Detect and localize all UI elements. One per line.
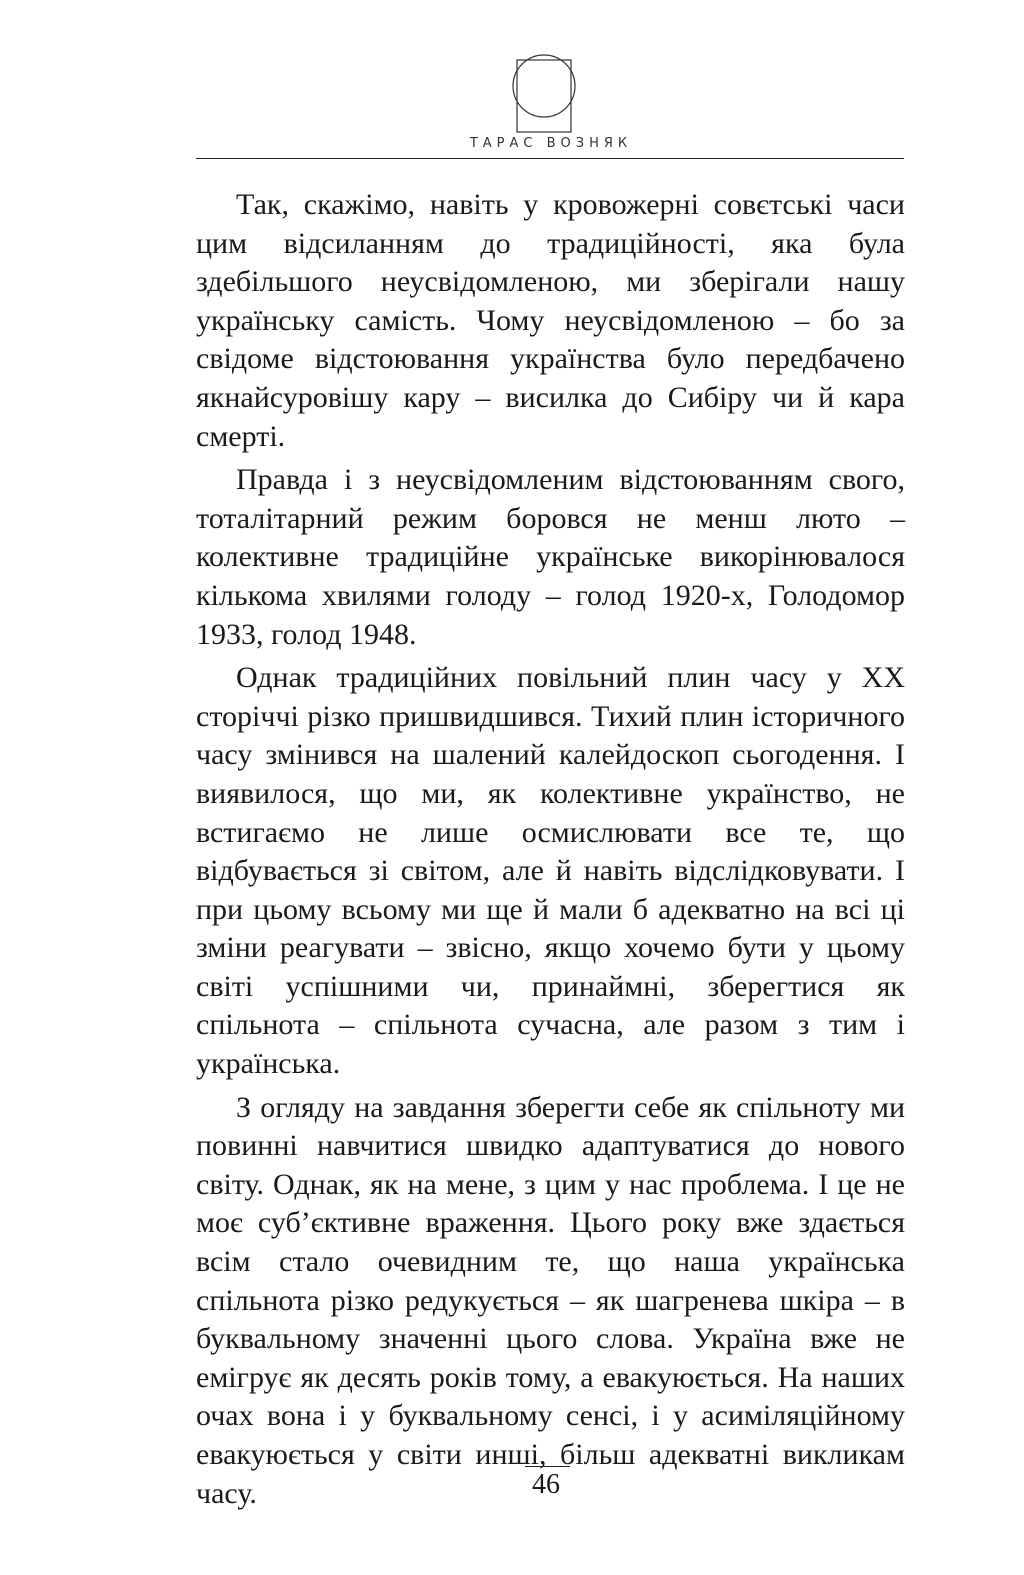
page-number: 46 — [532, 1469, 560, 1500]
page-number-rule — [525, 1466, 570, 1467]
paragraph-2: Правда і з неусвідомленим відстоюванням свого, тоталітарний режим боровся не менш люто – колективне традиційне українське викорінювалося кількома хвилями голоду – голод 1920-х, Голодомор 1933, голод 1948. — [196, 463, 905, 651]
running-head-author: ТАРАС ВОЗНЯК — [469, 136, 633, 151]
paragraph-3: Однак традиційних повільний плин часу у ХХ сторіччі різко пришвидшився. Тихий плин історичного часу змінився на шалений калейдоскоп сьогодення. І виявилося, що ми, як колективне українство, не встигаємо не лише осмислювати все те, що відбувається зі світом, але й навіть відслідковувати. І при цьому всьому ми ще й мали б адекватно на всі ці зміни реагувати – звісно, якщо хочемо бути у цьому світі успішними чи, принаймні, зберегтися як спільнота – спільнота сучасна, але разом з тим і українська. — [196, 661, 905, 1081]
paragraph-4: З огляду на завдання зберегти себе як спільноту ми повинні навчитися швидко адаптуватися до нового світу. Однак, як на мене, з цим у нас проблема. І це не моє суб’єктивне враження. Цього року вже здається всім стало очевидним те, що наша українська спільнота різко редукується – як шагренева шкіра – в буквальному значенні цього слова. Україна вже не емігрує як десять років тому, а евакуюється. На наших очах вона і у буквальному сенсі, і у асиміляційному евакуюється у світи инші, більш адекватні викликам часу. — [196, 1090, 905, 1510]
paragraph-1: Так, скажімо, навіть у кровожерні совєтські часи цим відсиланням до традиційності, яка була здебільшого неусвідомленою, ми зберігали нашу українську самість. Чому неусвідомленою – бо за свідоме відстоювання українства було передбачено якнайсуровішу кару – висилка до Сибіру чи й кара смерті. — [196, 188, 905, 453]
header-rule — [196, 158, 904, 159]
circle-square-emblem-icon — [511, 46, 577, 134]
body-text — [196, 186, 905, 1518]
